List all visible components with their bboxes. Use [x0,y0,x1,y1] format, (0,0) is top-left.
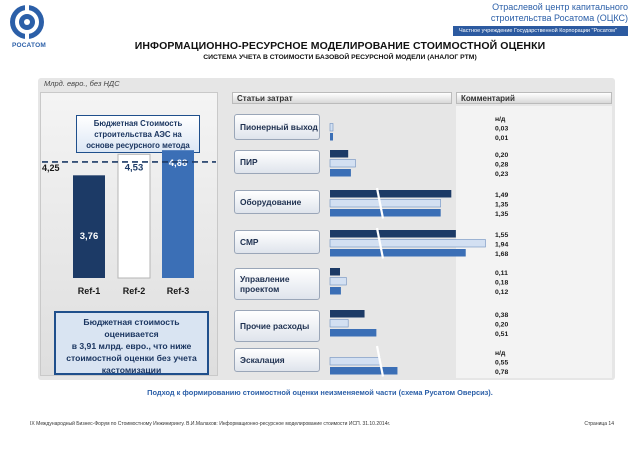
cost-bar [330,230,456,238]
cost-bar [330,124,333,132]
cost-bar [330,240,485,248]
cost-bar-value: 0,12 [495,289,509,296]
budget-bar-chart [40,140,218,310]
page-title: ИНФОРМАЦИОННО-РЕСУРСНОЕ МОДЕЛИРОВАНИЕ СТОИМОСТНОЙ ОЦЕНКИ [134,40,546,52]
cost-bar-value: 0,20 [495,152,509,159]
chart-caption: Подход к формированию стоимостной оценки неизменяемой части (схема Русатом Оверсиз). [147,388,493,397]
callout-bottom-line: Бюджетная стоимость [83,317,180,327]
callout-top-line: Бюджетная Стоимость [93,119,183,128]
org-name-line-1: Отраслевой центр капитального [492,2,628,12]
cost-bar-value: 1,55 [495,232,509,239]
callout-bottom-line: в 3,91 млрд. евро., что ниже [71,341,192,351]
cost-bar-value: 0,38 [495,312,509,319]
cost-bar [330,358,380,366]
cost-bar-value: 0,20 [495,321,509,329]
cost-bar-value: 0,78 [495,369,509,376]
cost-bar [330,169,351,177]
cost-bar [330,200,441,208]
logo-text: РОСАТОМ [12,42,46,49]
cost-bar [330,209,441,217]
cost-bar-value: 1,49 [495,192,509,199]
cost-category-label: Эскалация [234,348,320,372]
cost-bar-value: 1,68 [495,251,509,258]
budget-bar [73,175,105,278]
callout-bottom-line: оценивается [104,329,159,339]
cost-bar [330,310,365,318]
org-status-bar: Частное учреждение Государственной Корпорации "Росатом" [453,26,628,36]
footer-text: IX Международный Бизнес-Форум по Стоимостному Инжинирингу. В.И.Малахов: Информационно-ресурсное моделирование стоимости ИСП. 31.10.2014г. [30,421,391,427]
cost-bar-value: н/д [495,350,506,357]
cost-bar [330,190,451,198]
cost-category-label: Управление проектом [234,268,320,300]
comment-header: Комментарий [456,92,612,104]
cost-bar-value: 1,94 [495,241,509,249]
callout-bottom-line: кастомизации [101,365,162,375]
cost-bar-value: 1,35 [495,211,509,218]
page-number: Страница 14 [584,421,614,427]
unit-label: Млрд. евро., без НДС [44,79,120,88]
cost-bar [330,268,340,276]
cost-category-label: ПИР [234,150,320,174]
page-subtitle: СИСТЕМА УЧЕТА В СТОИМОСТИ БАЗОВОЙ РЕСУРСНОЙ МОДЕЛИ (АНАЛОГ PTM) [203,54,477,61]
cost-bar [330,160,355,168]
cost-bar [330,287,341,295]
cost-bar [330,329,376,337]
cost-bar [330,278,346,286]
cost-items-header: Статьи затрат [232,92,452,104]
cost-bar [330,367,397,375]
rosatom-logo-icon [4,2,50,44]
cost-breakdown-chart [320,106,520,378]
budget-bar-value: 3,76 [79,230,99,242]
budget-bar-value: 4,53 [124,162,144,174]
cost-category-label: СМР [234,230,320,254]
org-name-line-2: строительства Росатома (ОЦКС) [490,13,628,23]
cost-bar-value: 0,03 [495,125,509,133]
callout-top-line: строительства АЭС на [94,130,182,139]
cost-bar-value: 0,51 [495,331,509,338]
cost-bar-value: 0,23 [495,171,509,178]
budget-bar-value: 4,68 [168,158,188,170]
organization-block [453,2,628,36]
budget-bar-category: Ref-2 [122,286,146,296]
cost-bar-value: 0,01 [495,135,509,142]
cost-category-label: Пионерный выход [234,114,320,140]
cost-bar [330,150,348,158]
cost-bar-value: 0,28 [495,161,509,169]
budget-bar [162,150,194,278]
cost-bar [330,133,333,141]
cost-bar-value: 0,18 [495,279,509,287]
cost-category-label: Прочие расходы [234,310,320,342]
cost-bar-value: 1,35 [495,201,509,209]
cost-category-label: Оборудование [234,190,320,214]
callout-top-line: основе ресурсного метода [86,141,190,150]
cost-bar-value: н/д [495,116,506,123]
cost-bar-value: 0,11 [495,270,508,277]
reference-line-label: 4,25 [42,162,60,173]
callout-bottom-line: стоимостной оценки без учета [66,353,197,363]
budget-callout-bottom [54,311,209,375]
budget-bar-category: Ref-1 [77,286,101,296]
cost-bar [330,249,466,257]
budget-bar-category: Ref-3 [166,286,190,296]
cost-bar [330,320,348,328]
cost-bar-value: 0,55 [495,359,509,367]
